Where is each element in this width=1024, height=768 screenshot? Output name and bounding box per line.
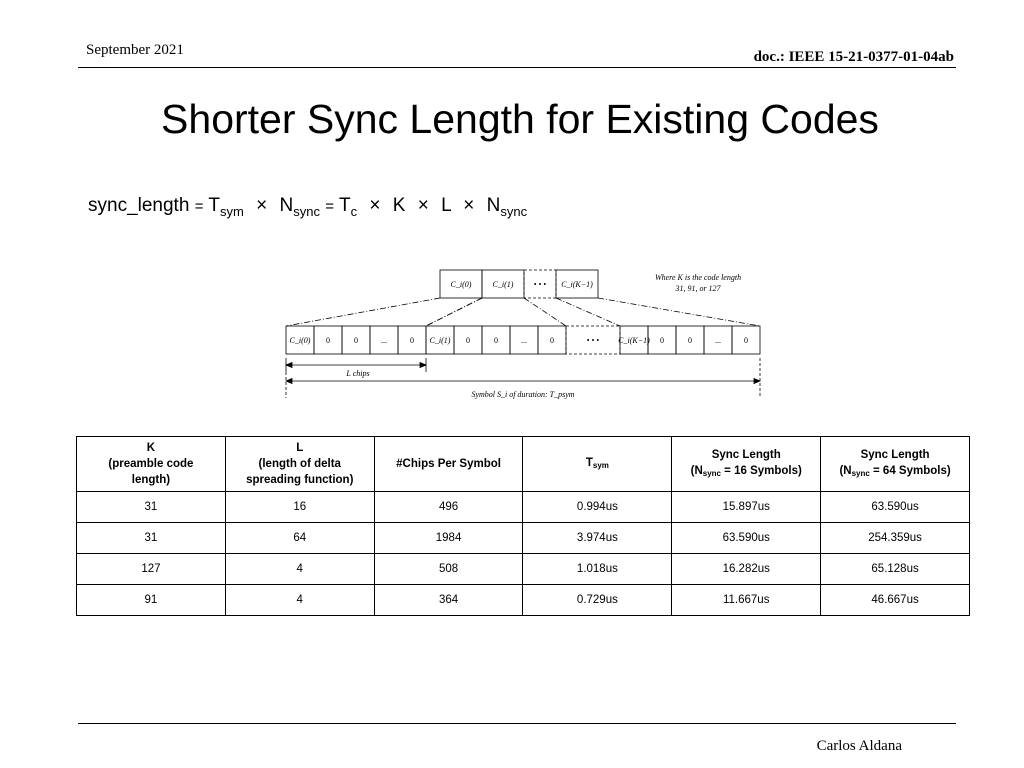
table-cell: 63.590us xyxy=(821,492,970,523)
formula-tc: T xyxy=(338,195,351,216)
header-divider xyxy=(78,67,956,68)
sync-length-formula xyxy=(88,195,527,219)
formula-n: N xyxy=(279,195,294,216)
header-l-desc-1: (length of delta xyxy=(258,458,341,470)
header-tsym-main: T xyxy=(585,456,593,469)
table-cell: 0.994us xyxy=(523,492,672,523)
table-row xyxy=(77,554,970,585)
bottom-cell-label: 0 xyxy=(660,336,664,345)
header-chips-per-symbol: #Chips Per Symbol xyxy=(374,437,523,492)
table-cell: 127 xyxy=(77,554,226,585)
bottom-cell-label: ... xyxy=(715,336,721,345)
header-sync-16-title: Sync Length xyxy=(711,448,781,461)
l-chips-label: L chips xyxy=(346,369,370,378)
top-cell-ellipsis-label: • • • xyxy=(533,280,547,289)
table-cell: 4 xyxy=(225,554,374,585)
bottom-cell-label: 0 xyxy=(494,336,498,345)
table-cell: 31 xyxy=(77,523,226,554)
formula-n-sub: sync xyxy=(293,204,320,219)
header-l-desc-2: spreading function) xyxy=(246,474,354,486)
bottom-cell-label: C_i(1) xyxy=(429,336,451,345)
table-cell: 1984 xyxy=(374,523,523,554)
header-l-title: L xyxy=(296,442,304,454)
table-cell: 3.974us xyxy=(523,523,672,554)
bottom-cell-label: 0 xyxy=(744,336,748,345)
header-tsym-sub: sym xyxy=(592,460,609,470)
header-sync-16-sub: sync xyxy=(702,468,721,478)
table-cell: 63.590us xyxy=(672,523,821,554)
table-cell: 46.667us xyxy=(821,585,970,616)
header-tsym xyxy=(523,437,672,492)
header-sync-64-pre: (N xyxy=(839,464,852,477)
expansion-lines xyxy=(286,298,760,326)
header-sync-16-pre: (N xyxy=(690,464,703,477)
table-row xyxy=(77,492,970,523)
bottom-cell-label: 0 xyxy=(550,336,554,345)
footer-divider xyxy=(78,723,956,724)
top-cell-last-label: C_i(K−1) xyxy=(561,280,593,289)
footer-author: Carlos Aldana xyxy=(816,738,902,754)
formula-tc-sub: c xyxy=(350,204,358,219)
header-sync-16-desc xyxy=(672,463,820,482)
bottom-cell-label: 0 xyxy=(410,336,414,345)
header-k-desc-2: length) xyxy=(131,474,171,486)
table-cell: 254.359us xyxy=(821,523,970,554)
table-cell: 0.729us xyxy=(523,585,672,616)
table-cell: 15.897us xyxy=(672,492,821,523)
header-date: September 2021 xyxy=(86,42,184,58)
header-sync-16-post: = 16 Symbols) xyxy=(720,464,802,477)
table-cell: 1.018us xyxy=(523,554,672,585)
slide-title: Shorter Sync Length for Existing Codes xyxy=(161,96,879,142)
formula-equals-2: = xyxy=(325,198,335,215)
formula-times-3: × xyxy=(417,195,429,216)
table-cell: 11.667us xyxy=(672,585,821,616)
table-row xyxy=(77,523,970,554)
bottom-cell-label: C_i(0) xyxy=(289,336,311,345)
table-cell: 16 xyxy=(225,492,374,523)
symbol-structure-diagram xyxy=(280,262,770,407)
formula-l: L xyxy=(441,195,451,216)
code-length-note-1: Where K is the code length xyxy=(654,273,742,282)
table-cell: 364 xyxy=(374,585,523,616)
header-sync-64-desc xyxy=(821,463,969,482)
bottom-cell-label: • • • xyxy=(586,336,600,345)
formula-k: K xyxy=(392,195,406,216)
formula-times-4: × xyxy=(463,195,475,216)
formula-times: × xyxy=(256,195,268,216)
table-row xyxy=(77,585,970,616)
bottom-cell-label: C_i(K−1) xyxy=(618,336,650,345)
header-sync-64-title: Sync Length xyxy=(860,448,930,461)
formula-t-sub: sym xyxy=(220,204,244,219)
header-sync-64-post: = 64 Symbols) xyxy=(869,464,951,477)
bottom-cell-label: 0 xyxy=(326,336,330,345)
table-cell: 16.282us xyxy=(672,554,821,585)
table-cell: 64 xyxy=(225,523,374,554)
header-k-desc-1: (preamble code xyxy=(108,458,194,470)
bottom-cell-label: 0 xyxy=(466,336,470,345)
bottom-cell-label: 0 xyxy=(688,336,692,345)
header-sync-64-sub: sync xyxy=(851,468,870,478)
table-cell: 65.128us xyxy=(821,554,970,585)
formula-times-2: × xyxy=(369,195,381,216)
top-cell-1-label: C_i(1) xyxy=(492,280,514,289)
symbol-duration-label: Symbol S_i of duration: T_psym xyxy=(471,390,575,399)
formula-equals: = xyxy=(194,198,204,215)
header-doc-id: doc.: IEEE 15-21-0377-01-04ab xyxy=(753,49,954,65)
formula-lhs: sync_length xyxy=(88,195,190,216)
header-sync-16 xyxy=(672,437,821,492)
table-header-row xyxy=(77,437,970,492)
header-sync-64 xyxy=(821,437,970,492)
table-cell: 91 xyxy=(77,585,226,616)
header-k xyxy=(77,437,226,492)
table-cell: 31 xyxy=(77,492,226,523)
table-cell: 508 xyxy=(374,554,523,585)
top-cell-0-label: C_i(0) xyxy=(450,280,472,289)
formula-t: T xyxy=(208,195,220,216)
table-cell: 496 xyxy=(374,492,523,523)
bottom-cell-label: 0 xyxy=(354,336,358,345)
sync-length-table xyxy=(76,436,970,616)
formula-n2-sub: sync xyxy=(500,204,528,219)
formula-n2: N xyxy=(486,195,501,216)
code-length-note-2: 31, 91, or 127 xyxy=(675,284,721,293)
header-l xyxy=(225,437,374,492)
bottom-cell-label: ... xyxy=(521,336,527,345)
bottom-cell-label: ... xyxy=(381,336,387,345)
header-k-title: K xyxy=(146,442,156,454)
table-cell: 4 xyxy=(225,585,374,616)
